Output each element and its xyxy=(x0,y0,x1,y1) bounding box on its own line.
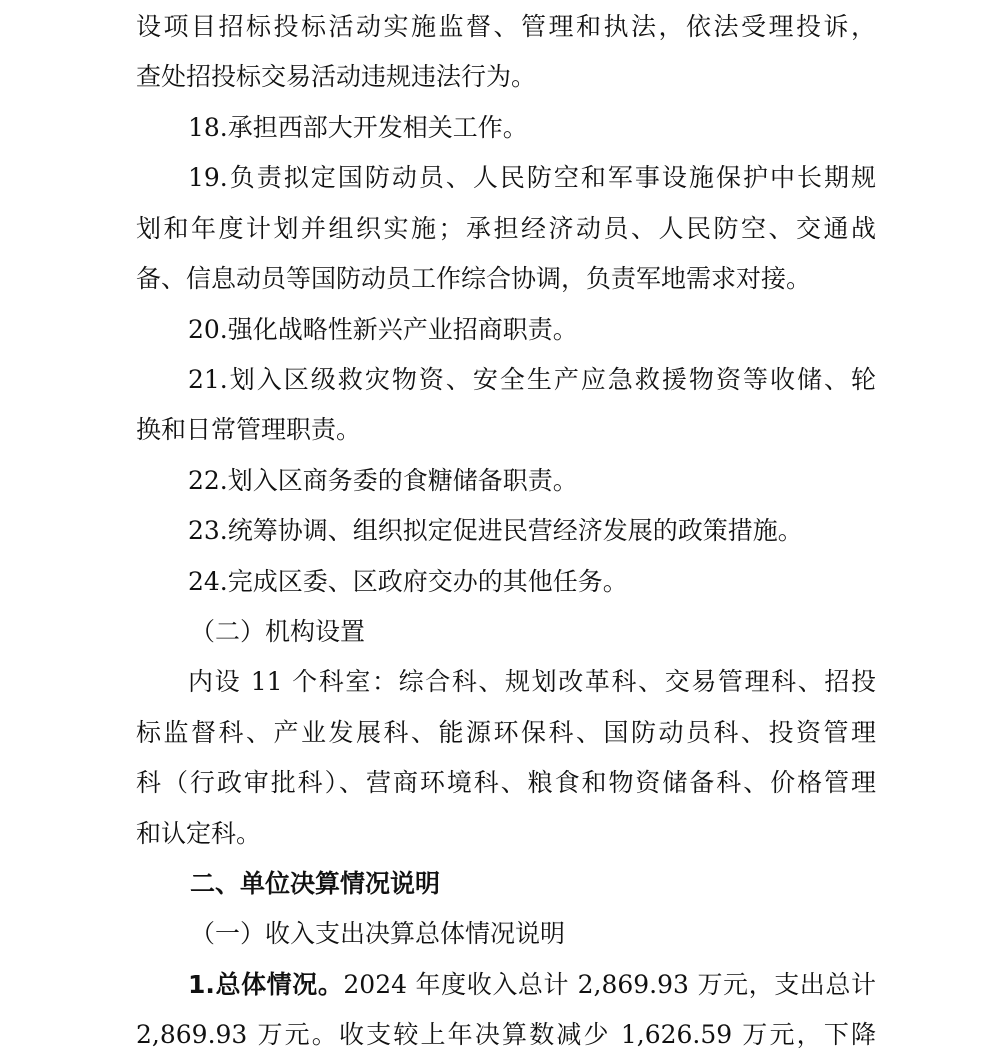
paragraph-line: 设项目招标投标活动实施监督、管理和执法，依法受理投诉， xyxy=(136,12,876,41)
list-item-20: 20.强化战略性新兴产业招商职责。 xyxy=(188,315,578,344)
list-item-23: 23.统筹协调、组织拟定促进民营经济发展的政策措施。 xyxy=(188,516,803,545)
paragraph-line xyxy=(188,960,876,1010)
paragraph-line: 备、信息动员等国防动员工作综合协调，负责军地需求对接。 xyxy=(136,264,812,293)
list-item-24: 24.完成区委、区政府交办的其他任务。 xyxy=(188,567,628,596)
paragraph-line: 换和日常管理职责。 xyxy=(136,415,362,444)
paragraph-line: 科（行政审批科）、营商环境科、粮食和物资储备科、价格管理 xyxy=(136,768,876,797)
paragraph-line: 内设 11 个科室：综合科、规划改革科、交易管理科、招投 xyxy=(188,667,876,696)
paragraph-line: 2,869.93 万元。收支较上年决算数减少 1,626.59 万元，下降 xyxy=(136,1020,876,1049)
overall-lead: 1.总体情况。 xyxy=(188,970,344,999)
paragraph-line: 标监督科、产业发展科、能源环保科、国防动员科、投资管理 xyxy=(136,718,876,747)
list-item-22: 22.划入区商务委的食糖储备职责。 xyxy=(188,466,578,495)
section-heading: 二、单位决算情况说明 xyxy=(190,869,441,898)
paragraph-line: 和认定科。 xyxy=(136,819,262,848)
list-item-18: 18.承担西部大开发相关工作。 xyxy=(188,113,528,142)
list-item-21: 21.划入区级救灾物资、安全生产应急救援物资等收储、轮 xyxy=(188,365,876,394)
subheading-summary: （一）收入支出决算总体情况说明 xyxy=(190,919,566,948)
list-item-19: 19.负责拟定国防动员、人民防空和军事设施保护中长期规 xyxy=(188,163,876,192)
subheading-institutions: （二）机构设置 xyxy=(190,617,366,646)
overall-text: 2024 年度收入总计 2,869.93 万元，支出总计 xyxy=(343,970,876,999)
paragraph-line: 划和年度计划并组织实施；承担经济动员、人民防空、交通战 xyxy=(136,214,876,243)
paragraph-line: 查处招投标交易活动违规违法行为。 xyxy=(136,62,537,91)
